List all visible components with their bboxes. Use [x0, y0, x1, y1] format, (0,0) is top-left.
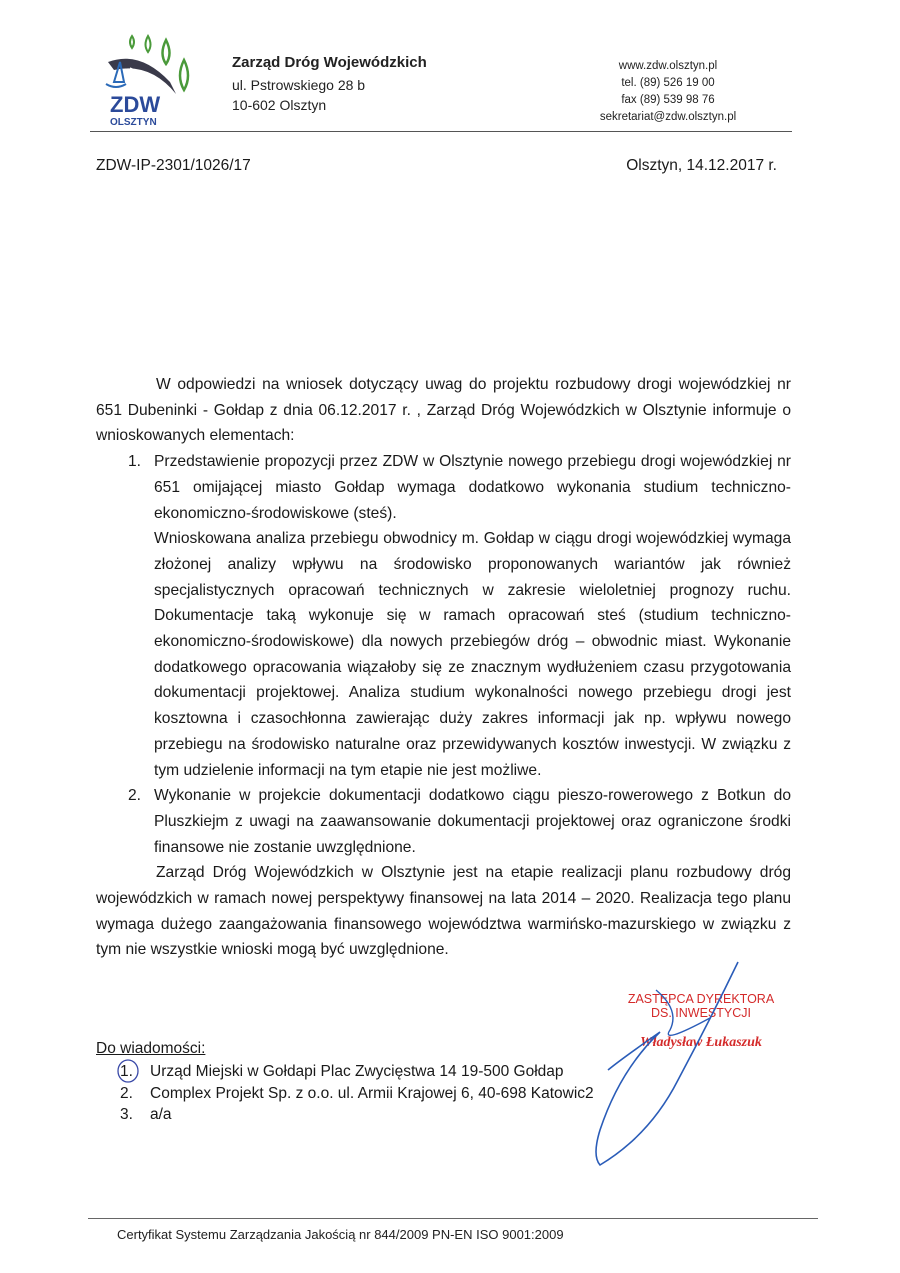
- place-date: Olsztyn, 14.12.2017 r.: [626, 157, 777, 174]
- list-item-text: Wykonanie w projekcie dokumentacji dodatkowo ciągu pieszo-rowerowego z Botkun do Pluszkiejm z uwagi na zaawansowanie dokumentacji projektowej oraz ograniczone środki finansowe nie zostanie uwzględnione.: [154, 787, 791, 856]
- stamp-name: Władysław Łukaszuk: [640, 1035, 762, 1050]
- stamp-title: ZASTĘPCA DYREKTORA: [627, 992, 775, 1006]
- header-divider: [90, 131, 792, 132]
- reference-number: ZDW-IP-2301/1026/17: [96, 157, 251, 174]
- list-item: [96, 783, 791, 860]
- zdw-logo-icon: [100, 32, 200, 127]
- list-number: 1.: [128, 453, 142, 471]
- cc-title: Do wiadomości:: [96, 1040, 206, 1057]
- certificate-footer: Certyfikat Systemu Zarządzania Jakością nr 844/2009 PN-EN ISO 9001:2009: [117, 1227, 564, 1242]
- svg-text:ZDW: ZDW: [110, 92, 161, 117]
- handwritten-circle-icon: [115, 1058, 143, 1084]
- phone-number: tel. (89) 526 19 00: [621, 77, 715, 89]
- cc-list: [120, 1061, 594, 1126]
- cc-item: [120, 1061, 594, 1083]
- fax-number: fax (89) 539 98 76: [621, 94, 715, 106]
- email-link[interactable]: sekretariat@zdw.olsztyn.pl: [599, 111, 737, 123]
- list-item-text: Przedstawienie propozycji przez ZDW w Olsztynie nowego przebiegu drogi wojewódzkiej nr 651 omijającej miasto Gołdap wymaga dodatkowo wykonania studium techniczno-ekonomiczno-środowiskowe (steś).: [154, 453, 791, 522]
- website-link[interactable]: www.zdw.olsztyn.pl: [618, 60, 718, 72]
- organization-name: Zarząd Dróg Wojewódzkich: [232, 54, 427, 71]
- zdw-logo: [100, 32, 200, 127]
- contact-block: [558, 58, 778, 126]
- cc-text: Complex Projekt Sp. z o.o. ul. Armii Krajowej 6, 40-698 Katowic2: [150, 1084, 594, 1102]
- cc-number: 1.: [120, 1063, 133, 1080]
- address-street: ul. Pstrowskiego 28 b: [232, 77, 366, 93]
- address-city: 10-602 Olsztyn: [232, 97, 327, 113]
- list-item: [96, 449, 791, 526]
- footer-divider: [88, 1218, 818, 1219]
- list-number: 2.: [128, 787, 142, 805]
- cc-text: a/a: [150, 1106, 172, 1123]
- svg-text:OLSZTYN: OLSZTYN: [110, 117, 157, 127]
- stamp-department: DS. INWESTYCJI: [650, 1006, 751, 1020]
- cc-number: 3.: [120, 1106, 133, 1123]
- intro-paragraph: W odpowiedzi na wniosek dotyczący uwag do projektu rozbudowy drogi wojewódzkiej nr 651 Dubeninki - Gołdap z dnia 06.12.2017 r. , Zarząd Dróg Wojewódzkich w Olsztynie informuje o wnioskowanych elementach:: [96, 376, 791, 445]
- cc-item: [120, 1083, 594, 1105]
- cc-number: 2.: [120, 1084, 133, 1102]
- letter-body: [96, 372, 791, 963]
- list-item-continuation: Wnioskowana analiza przebiegu obwodnicy m. Gołdap w ciągu drogi wojewódzkiej wymaga złożonej analizy wpływu na środowisko proponowanych wariantów jak również specjalistycznych opracowań technicznych w zakresie wieloletniej prognozy ruchu. Dokumentacje taką wykonuje się w ramach opracowań steś (studium techniczno-ekonomiczno-środowiskowe) dla nowych przebiegów dróg – obwodnic miast. Wykonanie dodatkowego opracowania wiązałoby się ze znacznym wydłużeniem czasu przygotowania dokumentacji projektowej. Analiza studium wykonalności nowego przebiegu drogi jest kosztowna i czasochłonna zawierając duży zakres informacji jak np. wpływu nowego przebiegu na środowisko naturalne oraz przewidywanych kosztów inwestycji. W związku z tym udzielenie informacji na tym etapie nie jest możliwe.: [154, 530, 791, 779]
- cc-text: Urząd Miejski w Gołdapi Plac Zwycięstwa 14 19-500 Gołdap: [150, 1063, 564, 1080]
- closing-paragraph: Zarząd Dróg Wojewódzkich w Olsztynie jest na etapie realizacji planu rozbudowy dróg wojewódzkich w ramach nowej perspektywy finansowej na lata 2014 – 2020. Realizacja tego planu wymaga dużego zaangażowania finansowego województwa warmińsko-mazurskiego w związku z tym nie wszystkie wnioski mogą być uwzględnione.: [96, 864, 791, 959]
- cc-item: [120, 1104, 594, 1126]
